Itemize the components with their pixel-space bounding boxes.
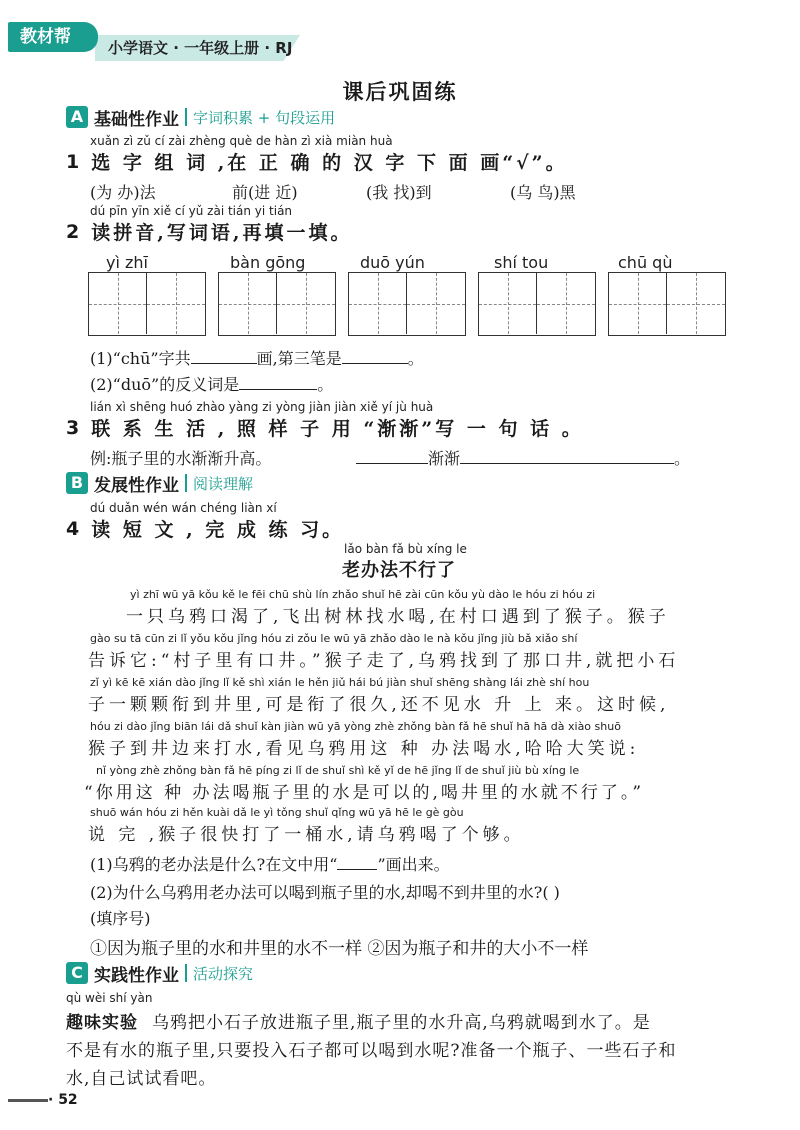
q4-sub1-text: (1)乌鸦的老办法是什么?在文中用“ (90, 855, 338, 874)
practice-line: 水,自己试试看吧。 (66, 1069, 217, 1089)
divider (185, 964, 187, 982)
q2-sub1-text: (1)“chū”字共 (90, 349, 191, 368)
section-b-subtitle: 阅读理解 (193, 474, 254, 493)
q3-end-text: 。 (674, 449, 691, 468)
q2-sub1 (90, 346, 424, 369)
q2-word-pinyin: yì zhī (106, 253, 148, 272)
q2-word-pinyin: duō yún (360, 253, 425, 272)
q1-option: (我 找)到 (366, 183, 432, 202)
section-c-header (66, 960, 253, 986)
section-b-title: 发展性作业 (94, 475, 179, 496)
footer-rule (8, 1099, 48, 1102)
q3-text: 联 系 生 活 , 照 样 子 用 “渐渐”写 一 句 话 。 (91, 418, 584, 440)
story-text-line: 告诉它:“村子里有口井。”猴子走了,乌鸦找到了那口井,就把小石 (88, 651, 680, 671)
q3-question (66, 414, 584, 441)
section-a-header (66, 104, 335, 130)
q3-example: 例:瓶子里的水渐渐升高。 (90, 449, 272, 468)
q2-word-pinyin: shí tou (494, 253, 549, 272)
divider (185, 108, 187, 126)
q4-options: ①因为瓶子里的水和井里的水不一样 ②因为瓶子和井的大小不一样 (90, 939, 589, 959)
divider (185, 474, 187, 492)
story-text-line: 一只乌鸦口渴了,飞出树林找水喝,在村口遇到了猴子。猴子 (126, 607, 670, 627)
q1-option: (乌 鸟)黑 (510, 183, 576, 202)
q1-option: 前(进 近) (232, 183, 298, 202)
practice-line: 不是有水的瓶子里,只要投入石子都可以喝到水呢?准备一个瓶子、一些石子和 (66, 1041, 677, 1061)
story-pinyin-line: gào su tā cūn zi lǐ yǒu kǒu jǐng hóu zi zǒu le wū yā zhǎo dào le nà kǒu jǐng jiù bǎ xiǎo shí (90, 632, 578, 645)
section-b-header (66, 470, 253, 496)
answer-blank[interactable] (342, 346, 408, 364)
story-title-pinyin: lǎo bàn fǎ bù xíng le (344, 542, 467, 556)
q2-sub2-text: 。 (317, 375, 334, 394)
q4-question (66, 515, 344, 542)
q1-text: 选 字 组 词 ,在 正 确 的 汉 字 下 面 画“√”。 (91, 152, 568, 174)
writing-grid[interactable] (218, 272, 336, 336)
section-c-badge: C (66, 962, 88, 984)
practice-text: 乌鸦把小石子放进瓶子里,瓶子里的水升高,乌鸦就喝到水了。是 (152, 1013, 651, 1033)
answer-blank[interactable] (239, 372, 317, 390)
q1-option: (为 办)法 (90, 183, 156, 202)
story-text-line: 子一颗颗衔到井里,可是衔了很久,还不见水 升 上 来。这时候, (88, 695, 670, 715)
story-pinyin-line: nǐ yòng zhè zhǒng bàn fǎ hē píng zi lǐ de shuǐ shì kě yǐ de hē jǐng lǐ de shuǐ jiù bù xíng le (96, 764, 580, 777)
writing-grid[interactable] (608, 272, 726, 336)
writing-grid[interactable] (348, 272, 466, 336)
story-text-line: 说 完 ,猴子很快打了一桶水,请乌鸦喝了个够。 (88, 825, 525, 845)
story-pinyin-line: zǐ yì kē kē xián dào jǐng lǐ kě shì xián le hěn jiǔ hái bú jiàn shuǐ shēng shàng lái zhè shí hou (90, 676, 590, 689)
section-b-badge: B (66, 472, 88, 494)
q4-text: 读 短 文 , 完 成 练 习。 (91, 519, 345, 541)
q4-sub1-text: ”画出来。 (377, 855, 450, 874)
page-number: · 52 (48, 1092, 78, 1108)
q4-pinyin: dú duǎn wén wán chéng liàn xí (90, 501, 277, 515)
q2-word-pinyin: bàn gōng (230, 253, 306, 272)
q4-sub2: (2)为什么乌鸦用老办法可以喝到瓶子里的水,却喝不到井里的水?( ) (90, 883, 560, 902)
story-title: 老办法不行了 (342, 560, 456, 581)
practice-label: 趣味实验 (66, 1013, 138, 1033)
story-text-line: 猴子到井边来打水,看见乌鸦用这 种 办法喝水,哈哈大笑说: (88, 739, 640, 759)
q4-sub1 (90, 852, 450, 875)
section-a-subtitle: 字词积累 + 句段运用 (193, 108, 336, 127)
q3-pinyin: lián xì shēng huó zhào yàng zi yòng jiàn jiàn xiě yí jù huà (90, 400, 434, 414)
q1-question (66, 148, 568, 175)
q2-sub1-text: 。 (407, 349, 424, 368)
q1-pinyin: xuǎn zì zǔ cí zài zhèng què de hàn zì xià miàn huà (90, 134, 393, 148)
section-a-badge: A (66, 106, 88, 128)
q4-number: 4 (66, 517, 80, 540)
answer-blank[interactable] (191, 346, 257, 364)
q2-pinyin: dú pīn yīn xiě cí yǔ zài tián yi tián (90, 204, 293, 218)
answer-blank[interactable] (337, 852, 377, 870)
q2-sub2 (90, 372, 333, 395)
q2-question (66, 218, 352, 245)
section-c-subtitle: 活动探究 (193, 964, 254, 983)
writing-grid[interactable] (88, 272, 206, 336)
section-c-title: 实践性作业 (94, 965, 179, 986)
story-pinyin-line: shuō wán hóu zi hěn kuài dǎ le yì tǒng shuǐ qǐng wū yā hē le gè gòu (90, 806, 464, 819)
q4-sub2-note: (填序号) (90, 909, 151, 928)
practice-pinyin: qù wèi shí yàn (66, 991, 153, 1005)
q3-mid-text: 渐渐 (428, 449, 461, 468)
answer-blank[interactable] (460, 446, 674, 464)
q3-answer-line (356, 446, 690, 469)
section-a-title: 基础性作业 (94, 109, 179, 130)
q1-number: 1 (66, 150, 80, 173)
q2-number: 2 (66, 220, 80, 243)
q2-word-pinyin: chū qù (618, 253, 673, 272)
story-pinyin-line: yì zhī wū yā kǒu kě le fēi chū shù lín zhǎo shuǐ hē zài cūn kǒu yù dào le hóu zi hóu zi (130, 588, 596, 601)
story-pinyin-line: hóu zi dào jǐng biān lái dǎ shuǐ kàn jiàn wū yā yòng zhè zhǒng bàn fǎ hē shuǐ hā hā dà xiào shuō (90, 720, 621, 733)
writing-grid[interactable] (478, 272, 596, 336)
q3-number: 3 (66, 416, 80, 439)
book-subtitle: 小学语文 · 一年级上册 · RJ (108, 39, 293, 57)
page-title: 课后巩固练 (342, 79, 458, 104)
q2-sub2-text: (2)“duō”的反义词是 (90, 375, 240, 394)
practice-line (66, 1008, 651, 1033)
q2-sub1-text: 画,第三笔是 (256, 349, 342, 368)
story-text-line: “你用这 种 办法喝瓶子里的水是可以的,喝井里的水就不行了。” (84, 783, 645, 803)
book-brand-tag: 教材帮 (8, 22, 98, 52)
answer-blank[interactable] (356, 446, 428, 464)
q2-text: 读拼音,写词语,再填一填。 (91, 222, 353, 244)
